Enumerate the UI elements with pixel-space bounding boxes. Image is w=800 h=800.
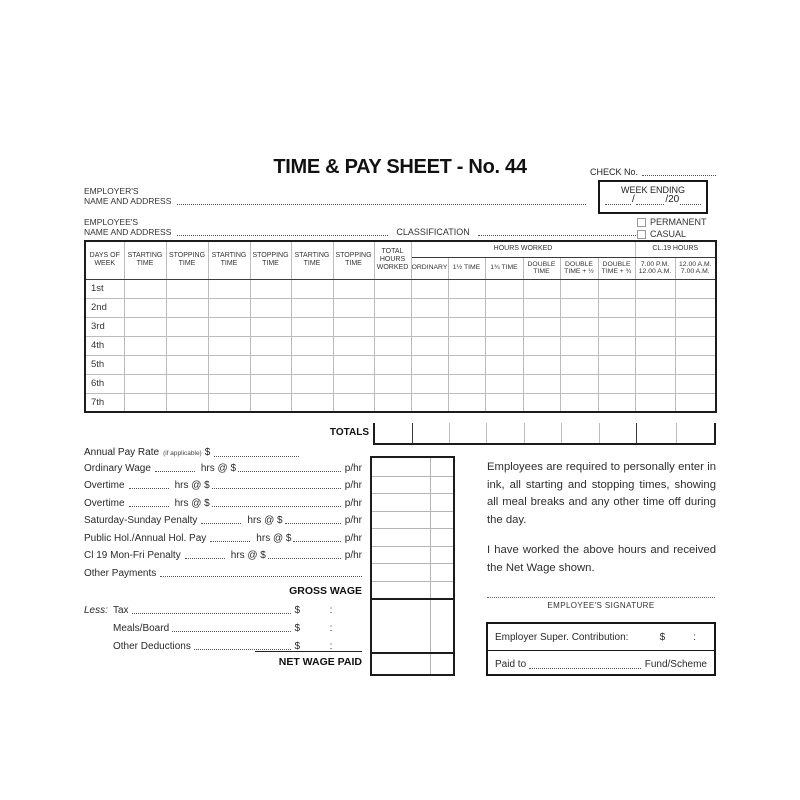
entry-cell[interactable] — [411, 393, 448, 412]
entry-cell[interactable] — [333, 279, 374, 298]
amounts-entry-box[interactable] — [370, 456, 455, 676]
time-sheet-table — [84, 240, 717, 413]
col-header-stopping-1: STOPPING TIME — [166, 241, 208, 279]
entry-cell[interactable] — [208, 336, 250, 355]
entry-cell[interactable] — [635, 393, 675, 412]
per-hour-label: p/hr — [344, 497, 362, 509]
wage-row-label: Overtime — [84, 480, 125, 491]
entry-cell[interactable] — [166, 298, 208, 317]
entry-cell[interactable] — [411, 317, 448, 336]
currency-symbol: $ — [294, 641, 300, 652]
total-hours-cell[interactable] — [374, 355, 411, 374]
entry-cell[interactable] — [635, 298, 675, 317]
entry-cell[interactable] — [598, 374, 635, 393]
entry-cell[interactable] — [250, 298, 291, 317]
entry-cell[interactable] — [675, 336, 716, 355]
employee-notice — [487, 459, 716, 577]
gross-wage-rule — [372, 598, 453, 600]
entry-cell[interactable] — [124, 355, 166, 374]
employee-signature-line[interactable] — [487, 589, 715, 598]
col-header-double-time: DOUBLE TIME — [523, 257, 560, 279]
table-row — [85, 298, 716, 317]
entry-cell[interactable] — [208, 374, 250, 393]
week-ending-month-field[interactable] — [636, 195, 665, 205]
table-row — [85, 279, 716, 298]
entry-cell[interactable] — [333, 393, 374, 412]
col-header-stopping-3: STOPPING TIME — [333, 241, 374, 279]
deduction-field[interactable] — [172, 621, 291, 632]
totals-cell[interactable] — [561, 423, 599, 443]
casual-checkbox[interactable] — [637, 230, 646, 239]
col-header-stopping-2: STOPPING TIME — [250, 241, 291, 279]
entry-cell[interactable] — [523, 336, 560, 355]
entry-cell[interactable] — [333, 317, 374, 336]
col-header-cl19: CL.19 HOURS — [635, 241, 716, 257]
entry-cell[interactable] — [598, 317, 635, 336]
total-hours-cell[interactable] — [374, 298, 411, 317]
col-header-1-three-quarter-time: 1¾ TIME — [485, 257, 523, 279]
entry-cell[interactable] — [250, 279, 291, 298]
entry-cell[interactable] — [208, 279, 250, 298]
super-cents-separator: : — [693, 631, 697, 643]
employee-label: EMPLOYEE'S NAME AND ADDRESS — [84, 217, 172, 237]
rate-at-label: hrs @ $ — [174, 497, 210, 509]
entry-cell[interactable] — [124, 298, 166, 317]
per-hour-label: p/hr — [344, 532, 362, 544]
fund-scheme-label: Fund/Scheme — [644, 659, 707, 670]
net-wage-paid-label: NET WAGE PAID — [278, 656, 362, 668]
rate-field[interactable] — [268, 548, 341, 559]
employer-label: EMPLOYER'S NAME AND ADDRESS — [84, 186, 172, 206]
rate-field[interactable] — [293, 531, 340, 542]
gross-wage-label: GROSS WAGE — [289, 585, 362, 597]
col-header-starting-2: STARTING TIME — [208, 241, 250, 279]
col-header-1-half-time: 1½ TIME — [448, 257, 485, 279]
col-header-starting-3: STARTING TIME — [291, 241, 333, 279]
day-label: 2nd — [85, 298, 124, 317]
entry-cell[interactable] — [250, 374, 291, 393]
entry-cell[interactable] — [124, 317, 166, 336]
entry-cell[interactable] — [291, 374, 333, 393]
col-header-double-time-half: DOUBLE TIME + ½ — [560, 257, 598, 279]
entry-cell[interactable] — [485, 279, 523, 298]
entry-cell[interactable] — [675, 279, 716, 298]
hours-field[interactable] — [185, 548, 225, 559]
week-ending-day-field[interactable] — [605, 195, 631, 205]
entry-cell[interactable] — [448, 317, 485, 336]
total-hours-cell[interactable] — [374, 336, 411, 355]
entry-cell[interactable] — [635, 374, 675, 393]
hours-field[interactable] — [210, 531, 250, 542]
total-hours-cell[interactable] — [374, 279, 411, 298]
day-label: 6th — [85, 374, 124, 393]
entry-cell[interactable] — [291, 393, 333, 412]
entry-cell[interactable] — [333, 298, 374, 317]
entry-cell[interactable] — [485, 336, 523, 355]
super-contribution-label: Employer Super. Contribution: — [495, 631, 629, 643]
entry-cell[interactable] — [166, 393, 208, 412]
net-wage-rule — [372, 652, 453, 654]
entry-cell[interactable] — [485, 298, 523, 317]
entry-cell[interactable] — [675, 374, 716, 393]
rate-at-label: hrs @ $ — [200, 462, 237, 474]
entry-cell[interactable] — [208, 298, 250, 317]
other-payments-field[interactable] — [160, 566, 362, 577]
entry-cell[interactable] — [411, 279, 448, 298]
rate-at-label: hrs @ $ — [256, 532, 292, 544]
totals-cell[interactable] — [676, 423, 714, 443]
permanent-checkbox[interactable] — [637, 218, 646, 227]
rate-field[interactable] — [212, 496, 341, 507]
entry-cell[interactable] — [291, 317, 333, 336]
col-header-cl19-evening: 7.00 P.M. 12.00 A.M. — [635, 257, 675, 279]
wage-row-label: Overtime — [84, 497, 125, 509]
check-no-line[interactable] — [642, 165, 716, 176]
entry-cell[interactable] — [485, 393, 523, 412]
deduction-field[interactable] — [132, 603, 292, 614]
check-no-label: CHECK No. — [590, 167, 639, 177]
paid-to-label: Paid to — [495, 659, 527, 670]
rate-field[interactable] — [212, 478, 341, 489]
hours-field[interactable] — [155, 461, 195, 472]
entry-cell[interactable] — [208, 393, 250, 412]
entry-cell[interactable] — [333, 355, 374, 374]
totals-cell[interactable] — [449, 423, 486, 443]
entry-cell[interactable] — [523, 298, 560, 317]
other-payments-label: Other Payments — [84, 567, 157, 579]
entry-cell[interactable] — [675, 355, 716, 374]
date-separator-year: /20 — [665, 194, 680, 205]
entry-cell[interactable] — [635, 336, 675, 355]
permanent-label: PERMANENT — [650, 217, 707, 227]
less-label: Less: — [84, 605, 108, 616]
col-header-days: DAYS OF WEEK — [85, 241, 124, 279]
wage-row-label: Saturday-Sunday Penalty — [84, 515, 198, 526]
col-header-double-time-three-quarter: DOUBLE TIME + ¾ — [598, 257, 635, 279]
week-ending-label: WEEK ENDING — [620, 185, 685, 195]
entry-cell[interactable] — [598, 336, 635, 355]
rate-at-label: hrs @ $ — [247, 515, 283, 526]
employee-signature-label: EMPLOYEE'S SIGNATURE — [547, 601, 655, 610]
annual-currency: $ — [204, 447, 211, 458]
deduction-label: Tax — [113, 605, 129, 616]
wage-row-label: Cl 19 Mon-Fri Penalty — [84, 550, 181, 561]
super-contribution-box — [486, 622, 716, 676]
entry-cell[interactable] — [250, 393, 291, 412]
entry-cell[interactable] — [124, 279, 166, 298]
entry-cell[interactable] — [598, 298, 635, 317]
currency-symbol: $ — [294, 623, 300, 634]
hours-field[interactable] — [201, 513, 241, 524]
entry-cell[interactable] — [485, 374, 523, 393]
entry-cell[interactable] — [250, 355, 291, 374]
per-hour-label: p/hr — [344, 462, 362, 474]
entry-cell[interactable] — [166, 317, 208, 336]
day-label: 3rd — [85, 317, 124, 336]
entry-cell[interactable] — [208, 355, 250, 374]
entry-cell[interactable] — [523, 393, 560, 412]
entry-cell[interactable] — [635, 317, 675, 336]
entry-cell[interactable] — [523, 374, 560, 393]
entry-cell[interactable] — [523, 279, 560, 298]
super-currency-symbol: $ — [659, 631, 666, 643]
entry-cell[interactable] — [675, 298, 716, 317]
entry-cell[interactable] — [560, 317, 598, 336]
totals-cell[interactable] — [486, 423, 524, 443]
cents-separator: : — [329, 641, 333, 652]
entry-cell[interactable] — [598, 279, 635, 298]
hours-field[interactable] — [129, 496, 169, 507]
rate-at-label: hrs @ $ — [174, 480, 210, 491]
col-header-total-hours: TOTAL HOURS WORKED — [374, 241, 411, 279]
classification-label: CLASSIFICATION — [396, 227, 470, 237]
entry-cell[interactable] — [208, 317, 250, 336]
page-title: TIME & PAY SHEET - No. 44 — [273, 156, 527, 178]
totals-cell[interactable] — [524, 423, 561, 443]
table-row — [85, 393, 716, 412]
totals-cell[interactable] — [412, 423, 449, 443]
entry-cell[interactable] — [291, 279, 333, 298]
entry-cell[interactable] — [124, 374, 166, 393]
entry-cell[interactable] — [166, 336, 208, 355]
entry-cell[interactable] — [560, 393, 598, 412]
table-row — [85, 336, 716, 355]
cents-divider — [430, 458, 431, 674]
col-header-starting-1: STARTING TIME — [124, 241, 166, 279]
total-hours-cell[interactable] — [374, 374, 411, 393]
entry-cell[interactable] — [411, 298, 448, 317]
entry-cell[interactable] — [560, 355, 598, 374]
col-header-hours-worked: HOURS WORKED — [411, 241, 635, 257]
entry-cell[interactable] — [598, 393, 635, 412]
cents-separator: : — [329, 605, 333, 616]
entry-cell[interactable] — [250, 336, 291, 355]
table-row — [85, 355, 716, 374]
employer-address-line[interactable] — [177, 194, 586, 205]
wage-row-label: Ordinary Wage — [84, 462, 151, 474]
entry-cell[interactable] — [166, 374, 208, 393]
totals-label: TOTALS — [329, 427, 369, 438]
wage-row-label: Public Hol./Annual Hol. Pay — [84, 532, 207, 544]
rate-field[interactable] — [238, 461, 341, 472]
entry-cell[interactable] — [411, 336, 448, 355]
per-hour-label: p/hr — [344, 550, 362, 561]
day-label: 1st — [85, 279, 124, 298]
deductions-total-rule — [255, 651, 362, 652]
classification-line[interactable] — [478, 225, 636, 236]
entry-cell[interactable] — [485, 317, 523, 336]
entry-cell[interactable] — [124, 336, 166, 355]
rate-field[interactable] — [285, 513, 341, 524]
total-hours-cell[interactable] — [374, 393, 411, 412]
cents-separator: : — [329, 623, 333, 634]
entry-cell[interactable] — [291, 298, 333, 317]
entry-cell[interactable] — [448, 355, 485, 374]
entry-cell[interactable] — [291, 336, 333, 355]
entry-cell[interactable] — [448, 298, 485, 317]
entry-cell[interactable] — [675, 317, 716, 336]
entry-cell[interactable] — [333, 374, 374, 393]
hours-field[interactable] — [129, 478, 169, 489]
deduction-label: Other Deductions — [113, 641, 191, 652]
day-label: 5th — [85, 355, 124, 374]
entry-cell[interactable] — [166, 279, 208, 298]
casual-label: CASUAL — [650, 229, 687, 239]
table-row — [85, 317, 716, 336]
entry-cell[interactable] — [333, 336, 374, 355]
entry-cell[interactable] — [598, 355, 635, 374]
notice-paragraph-1: Employees are required to personally enter in ink, all starting and stopping times, showing all meal breaks and any other time off during the day. — [487, 461, 716, 526]
entry-cell[interactable] — [523, 317, 560, 336]
currency-symbol: $ — [294, 605, 300, 616]
entry-cell[interactable] — [675, 393, 716, 412]
annual-pay-rate-note: (if applicable) — [163, 450, 202, 457]
entry-cell[interactable] — [635, 279, 675, 298]
per-hour-label: p/hr — [344, 480, 362, 491]
entry-cell[interactable] — [448, 374, 485, 393]
day-label: 7th — [85, 393, 124, 412]
table-row — [85, 374, 716, 393]
day-label: 4th — [85, 336, 124, 355]
annual-pay-rate-label: Annual Pay Rate — [84, 447, 160, 458]
entry-cell[interactable] — [250, 317, 291, 336]
col-header-cl19-night: 12.00 A.M. 7.00 A.M. — [675, 257, 716, 279]
deduction-field[interactable] — [194, 639, 292, 650]
entry-cell[interactable] — [485, 355, 523, 374]
week-ending-year-field[interactable] — [680, 195, 701, 205]
col-header-ordinary: ORDINARY — [411, 257, 448, 279]
week-ending-box — [598, 180, 708, 214]
entry-cell[interactable] — [291, 355, 333, 374]
entry-cell[interactable] — [411, 374, 448, 393]
totals-cell[interactable] — [599, 423, 636, 443]
entry-cell[interactable] — [560, 336, 598, 355]
entry-cell[interactable] — [523, 355, 560, 374]
entry-cell[interactable] — [124, 393, 166, 412]
entry-cell[interactable] — [560, 298, 598, 317]
entry-cell[interactable] — [448, 336, 485, 355]
employee-address-line[interactable] — [177, 225, 388, 236]
totals-total-hours-cell[interactable] — [375, 423, 412, 443]
per-hour-label: p/hr — [344, 515, 362, 526]
entry-cell[interactable] — [448, 279, 485, 298]
entry-cell[interactable] — [560, 279, 598, 298]
entry-cell[interactable] — [166, 355, 208, 374]
paid-to-field[interactable] — [529, 658, 641, 669]
entry-cell[interactable] — [635, 355, 675, 374]
date-separator: / — [631, 194, 635, 205]
totals-cell[interactable] — [636, 423, 676, 443]
entry-cell[interactable] — [411, 355, 448, 374]
entry-cell[interactable] — [560, 374, 598, 393]
total-hours-cell[interactable] — [374, 317, 411, 336]
notice-paragraph-2: I have worked the above hours and received the Net Wage shown. — [487, 544, 716, 574]
entry-cell[interactable] — [448, 393, 485, 412]
totals-row — [373, 423, 716, 445]
deduction-label: Meals/Board — [113, 623, 170, 634]
rate-at-label: hrs @ $ — [230, 550, 266, 561]
